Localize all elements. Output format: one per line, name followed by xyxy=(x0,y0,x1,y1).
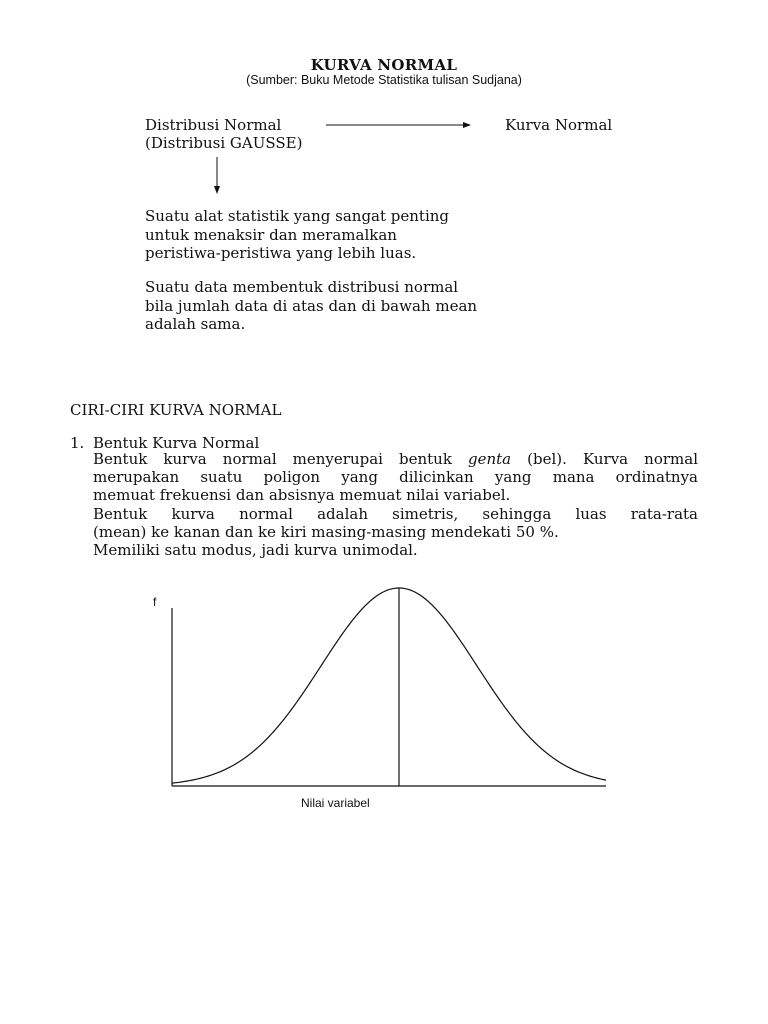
body-line-5: (mean) ke kanan dan ke kiri masing-masing mendekati 50 %. xyxy=(93,522,559,541)
body-line-2: merupakan suatu poligon yang dilicinkan yang mana ordinatnya xyxy=(93,468,698,487)
list-item-number: 1. xyxy=(70,434,85,452)
para1-line: peristiwa-peristiwa yang lebih luas. xyxy=(145,244,417,262)
concept-kurva-normal: Kurva Normal xyxy=(505,116,613,134)
source-note: (Sumber: Buku Metode Statistika tulisan Sudjana) xyxy=(246,73,522,87)
para2-line: bila jumlah data di atas dan di bawah mean xyxy=(145,296,478,315)
body-line-4: Bentuk kurva normal adalah simetris, sehingga luas rata-rata xyxy=(93,504,698,523)
body-line-3: memuat frekuensi dan absisnya memuat nilai variabel. xyxy=(93,486,511,505)
bell-curve xyxy=(172,588,606,783)
left-label-line1: Distribusi Normal xyxy=(145,116,282,134)
para2-line: Suatu data membentuk distribusi normal xyxy=(145,278,459,296)
body-line-1-suffix: (bel). Kurva normal xyxy=(511,450,698,468)
page-title: KURVA NORMAL xyxy=(310,56,458,74)
body-line-1-prefix: Bentuk kurva normal menyerupai bentuk xyxy=(93,450,468,468)
body-line-6: Memiliki satu modus, jadi kurva unimodal. xyxy=(93,541,418,560)
para2-line: adalah sama. xyxy=(145,315,246,333)
x-axis-label: Nilai variabel xyxy=(301,796,370,810)
section-heading: CIRI-CIRI KURVA NORMAL xyxy=(70,401,282,419)
left-label-line2: (Distribusi GAUSSE) xyxy=(145,134,303,152)
list-item-title: Bentuk Kurva Normal xyxy=(93,434,260,452)
para1-line: Suatu alat statistik yang sangat penting xyxy=(145,207,450,225)
italic-term-genta: genta xyxy=(468,450,512,468)
y-axis-label: f xyxy=(153,595,157,609)
para1-line: untuk menaksir dan meramalkan xyxy=(145,225,397,244)
